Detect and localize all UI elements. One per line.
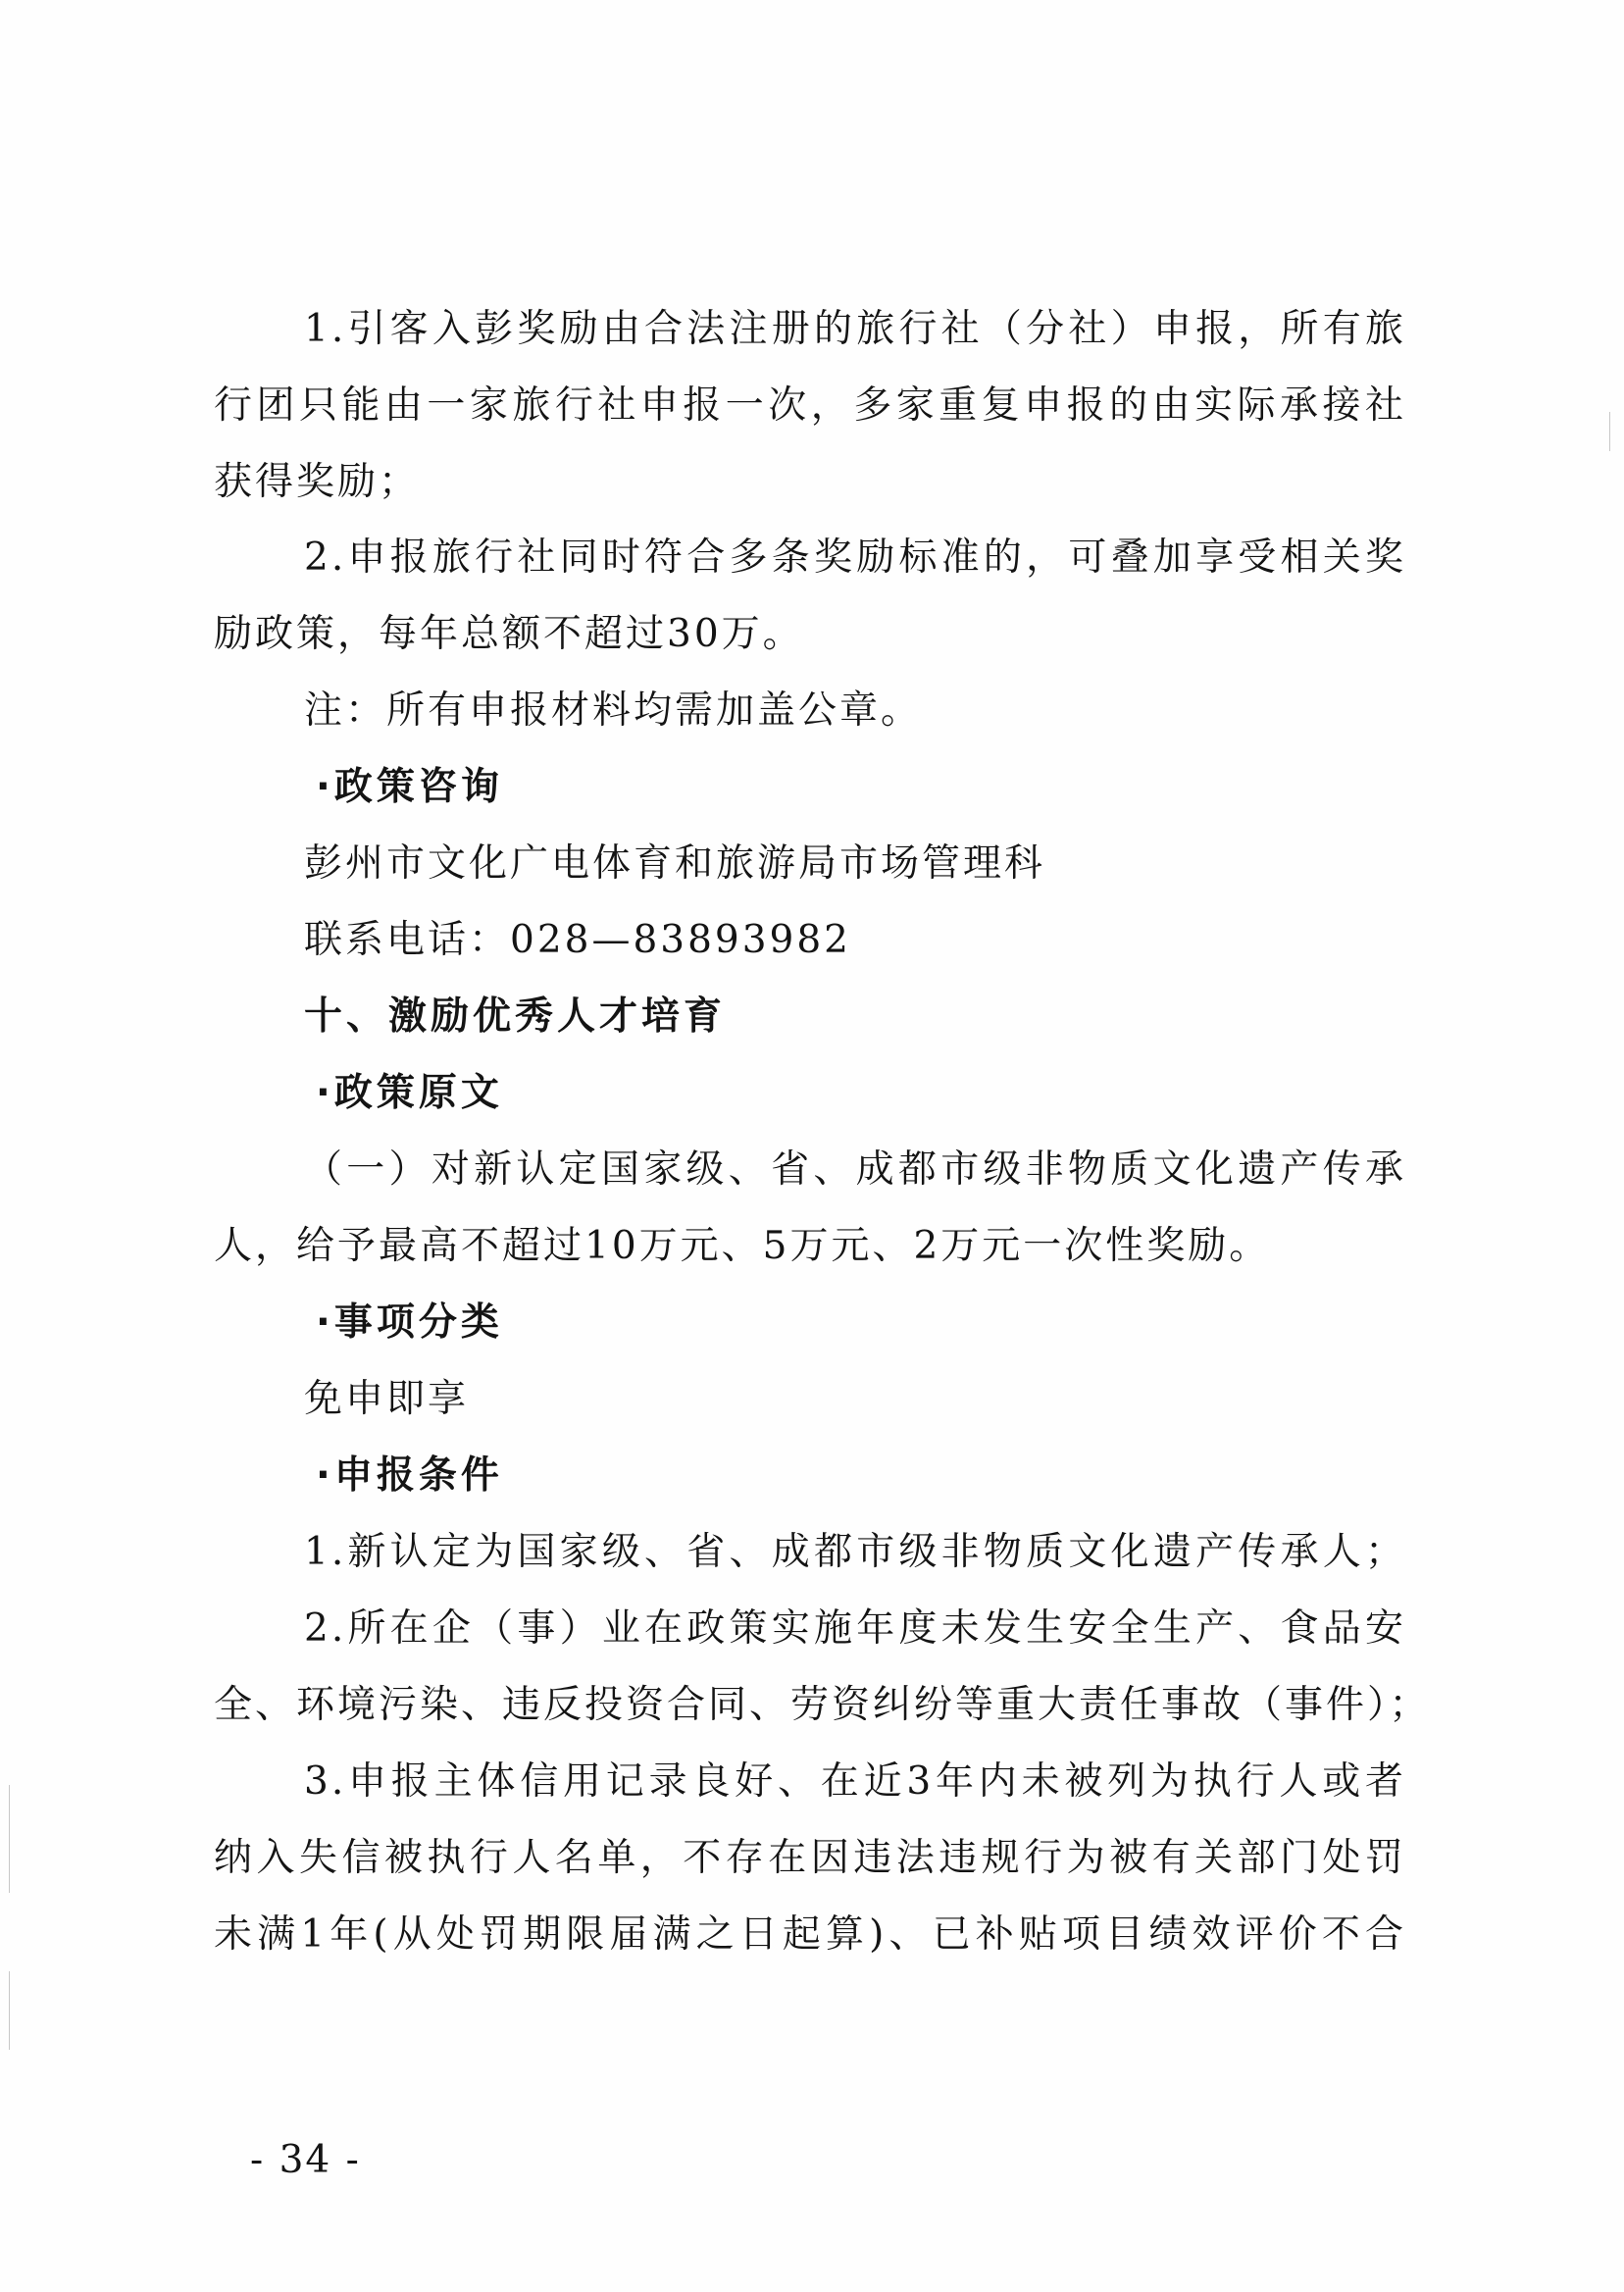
category-value: 免申即享	[304, 1377, 470, 1421]
paragraph-1-line-3: 获得奖励；	[214, 460, 421, 504]
paragraph-2-line-1: 2.申报旅行社同时符合多条奖励标准的，可叠加享受相关奖	[304, 535, 1406, 580]
paragraph-1-line-1: 1.引客入彭奖励由合法注册的旅行社（分社）申报，所有旅	[304, 307, 1406, 351]
scan-edge-mark	[1609, 412, 1610, 451]
condition-3-line-1: 3.申报主体信用记录良好、在近3年内未被列为执行人或者	[304, 1759, 1406, 1804]
consultation-department: 彭州市文化广电体育和旅游局市场管理科	[304, 841, 1046, 886]
condition-2-line-1: 2.所在企（事）业在政策实施年度未发生安全生产、食品安	[304, 1606, 1406, 1651]
section-heading-category: ·事项分类	[316, 1300, 503, 1345]
section-heading-policy-text: ·政策原文	[316, 1071, 503, 1115]
condition-1: 1.新认定为国家级、省、成都市级非物质文化遗产传承人；	[304, 1530, 1406, 1574]
scan-edge-mark	[9, 1971, 10, 2050]
condition-2-line-2: 全、环境污染、违反投资合同、劳资纠纷等重大责任事故（事件）；	[214, 1683, 1431, 1727]
condition-3-line-3: 未满1年(从处罚期限届满之日起算)、已补贴项目绩效评价不合	[214, 1912, 1406, 1957]
consultation-phone: 联系电话：028—83893982	[304, 918, 851, 962]
paragraph-1-line-2: 行团只能由一家旅行社申报一次，多家重复申报的由实际承接社	[214, 383, 1406, 428]
policy-text-line-1: （一）对新认定国家级、省、成都市级非物质文化遗产传承	[304, 1147, 1406, 1192]
section-heading-policy-consultation: ·政策咨询	[316, 765, 503, 809]
scan-edge-mark	[9, 1785, 10, 1893]
page-number: - 34 -	[250, 2138, 361, 2182]
paragraph-2-line-2: 励政策，每年总额不超过30万。	[214, 612, 804, 656]
chapter-heading-talent: 十、激励优秀人才培育	[304, 994, 727, 1039]
note-line: 注：所有申报材料均需加盖公章。	[304, 688, 923, 733]
section-heading-conditions: ·申报条件	[316, 1453, 503, 1498]
policy-text-line-2: 人，给予最高不超过10万元、5万元、2万元一次性奖励。	[214, 1224, 1271, 1268]
condition-3-line-2: 纳入失信被执行人名单，不存在因违法违规行为被有关部门处罚	[214, 1836, 1406, 1880]
